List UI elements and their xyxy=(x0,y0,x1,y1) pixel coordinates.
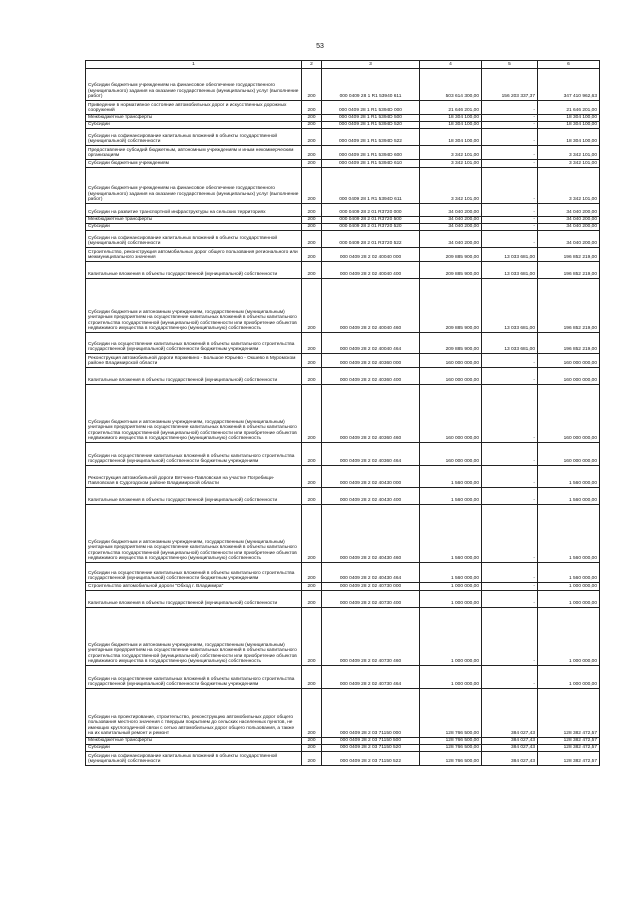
row-remaining-cell: 196 852 219,00 xyxy=(538,262,600,279)
row-executed-cell: - xyxy=(482,101,538,115)
row-code-cell: 200 xyxy=(302,204,322,217)
row-remaining-cell: 128 382 472,57 xyxy=(538,745,600,752)
row-code-cell: 200 xyxy=(302,231,322,248)
table-row xyxy=(86,368,600,385)
row-name-cell: Субсидии бюджетным и автономным учреждениям, государственным (муниципальным) унитарным предприятиям на осуществление капитальных вложений в объекты капитального строительства государственной (муниципальной) собственности или приобретение объектов недвижимого имущества в государственную (муниципальную) собственность xyxy=(86,505,302,563)
row-executed-cell: - xyxy=(482,217,538,224)
row-approved-cell: 160 000 000,00 xyxy=(420,443,482,466)
row-approved-cell: 128 766 500,00 xyxy=(420,745,482,752)
row-name-cell: Субсидии xyxy=(86,224,302,231)
row-name-cell: Субсидии на осуществление капитальных вложений в объекты капитального строительства государственной (муниципальной) собственности бюджетным учреждениям xyxy=(86,333,302,354)
row-executed-cell: - xyxy=(482,115,538,122)
row-classification-cell: 000 0409 28 2 02 40360 460 xyxy=(322,385,420,443)
row-approved-cell: 34 040 200,00 xyxy=(420,231,482,248)
row-classification-cell: 000 0409 28 2 02 40730 400 xyxy=(322,591,420,608)
row-code-cell: 200 xyxy=(302,738,322,745)
table-row xyxy=(86,505,600,563)
row-classification-cell: 000 0409 28 1 R1 5394D 600 xyxy=(322,146,420,160)
row-name-cell: Строительство, реконструкция автомобильных дорог общего пользования регионального или межмуниципального значения xyxy=(86,248,302,262)
row-name-cell: Субсидии бюджетным учреждениям на финансовое обеспечение государственного (муниципального) задания на оказание государственных (муниципальных) услуг (выполнение работ) xyxy=(86,168,302,204)
row-approved-cell: 209 885 900,00 xyxy=(420,333,482,354)
row-name-cell: Реконструкция автомобильной дороги Вятчино-Павловская на участке Погребищи-Павловская в Судогодском районе Владимирской области xyxy=(86,466,302,488)
row-executed-cell: 156 203 337,37 xyxy=(482,69,538,101)
row-approved-cell: 128 766 500,00 xyxy=(420,752,482,766)
row-remaining-cell: 34 040 200,00 xyxy=(538,224,600,231)
table-row xyxy=(86,385,600,443)
row-approved-cell: 1 000 000,00 xyxy=(420,583,482,591)
column-header-6: 6 xyxy=(538,61,600,69)
row-code-cell: 200 xyxy=(302,101,322,115)
row-name-cell: Субсидии xyxy=(86,745,302,752)
row-executed-cell: 13 033 681,00 xyxy=(482,279,538,333)
row-name-cell: Капитальные вложения в объекты государственной (муниципальной) собственности xyxy=(86,488,302,505)
row-remaining-cell: 18 304 100,00 xyxy=(538,122,600,129)
table-row xyxy=(86,563,600,583)
row-name-cell: Субсидии бюджетным и автономным учреждениям, государственным (муниципальным) унитарным предприятиям на осуществление капитальных вложений в объекты капитального строительства государственной (муниципальной) собственности или приобретение объектов недвижимого имущества в государственную (муниципальную) собственность xyxy=(86,279,302,333)
table-body xyxy=(86,69,600,766)
row-approved-cell: 1 000 000,00 xyxy=(420,608,482,666)
budget-table xyxy=(85,60,600,766)
table-row xyxy=(86,354,600,368)
row-code-cell: 200 xyxy=(302,591,322,608)
row-classification-cell: 000 0409 28 2 02 40430 400 xyxy=(322,488,420,505)
row-name-cell: Субсидии на софинансирование капитальных вложений в объекты государственной (муниципальной) собственности xyxy=(86,129,302,146)
row-remaining-cell: 128 382 472,57 xyxy=(538,689,600,738)
table-row xyxy=(86,689,600,738)
row-approved-cell: 34 040 200,00 xyxy=(420,224,482,231)
row-remaining-cell: 1 560 000,00 xyxy=(538,488,600,505)
row-approved-cell: 128 766 500,00 xyxy=(420,738,482,745)
row-remaining-cell: 1 000 000,00 xyxy=(538,666,600,689)
row-classification-cell: 000 0409 28 2 02 40730 460 xyxy=(322,608,420,666)
row-code-cell: 200 xyxy=(302,385,322,443)
row-approved-cell: 3 342 101,00 xyxy=(420,168,482,204)
row-code-cell: 200 xyxy=(302,122,322,129)
row-code-cell: 200 xyxy=(302,224,322,231)
row-approved-cell: 1 560 000,00 xyxy=(420,488,482,505)
table-header-row xyxy=(86,61,600,69)
row-name-cell: Строительство автомобильной дороги "Обход г. Владимира" xyxy=(86,583,302,591)
row-name-cell: Капитальные вложения в объекты государственной (муниципальной) собственности xyxy=(86,262,302,279)
row-executed-cell: - xyxy=(482,122,538,129)
row-executed-cell: 13 033 681,00 xyxy=(482,262,538,279)
row-remaining-cell: 1 000 000,00 xyxy=(538,608,600,666)
row-executed-cell: - xyxy=(482,385,538,443)
row-remaining-cell: 21 646 201,00 xyxy=(538,101,600,115)
table-row xyxy=(86,608,600,666)
row-remaining-cell: 196 852 219,00 xyxy=(538,279,600,333)
row-classification-cell: 000 0409 28 2 01 R3720 000 xyxy=(322,204,420,217)
table-row xyxy=(86,168,600,204)
row-executed-cell: - xyxy=(482,231,538,248)
page-number: 53 xyxy=(316,43,324,50)
row-approved-cell: 3 342 101,00 xyxy=(420,146,482,160)
row-name-cell: Капитальные вложения в объекты государственной (муниципальной) собственности xyxy=(86,591,302,608)
row-classification-cell: 000 0409 28 1 R1 53940 611 xyxy=(322,69,420,101)
row-approved-cell: 18 304 100,00 xyxy=(420,115,482,122)
row-executed-cell: - xyxy=(482,488,538,505)
row-remaining-cell: 18 304 100,00 xyxy=(538,129,600,146)
row-code-cell: 200 xyxy=(302,354,322,368)
table-row xyxy=(86,204,600,217)
table-row xyxy=(86,279,600,333)
table-row xyxy=(86,231,600,248)
row-name-cell: Субсидии на софинансирование капитальных вложений в объекты государственной (муниципальной) собственности xyxy=(86,752,302,766)
row-remaining-cell: 128 382 472,57 xyxy=(538,752,600,766)
row-name-cell: Субсидии бюджетным учреждениям на финансовое обеспечение государственного (муниципального) задания на оказание государственных (муниципальных) услуг (выполнение работ) xyxy=(86,69,302,101)
row-remaining-cell: 1 560 000,00 xyxy=(538,466,600,488)
row-code-cell: 200 xyxy=(302,689,322,738)
row-approved-cell: 21 646 201,00 xyxy=(420,101,482,115)
row-code-cell: 200 xyxy=(302,217,322,224)
row-code-cell: 200 xyxy=(302,368,322,385)
column-header-1: 1 xyxy=(86,61,302,69)
row-remaining-cell: 18 304 100,00 xyxy=(538,115,600,122)
row-approved-cell: 1 000 000,00 xyxy=(420,591,482,608)
row-name-cell: Субсидии на развитие транспортной инфраструктуры на сельских территориях xyxy=(86,204,302,217)
row-remaining-cell: 1 560 000,00 xyxy=(538,563,600,583)
column-header-3: 3 xyxy=(322,61,420,69)
row-executed-cell: 13 033 681,00 xyxy=(482,333,538,354)
row-approved-cell: 160 000 000,00 xyxy=(420,368,482,385)
row-name-cell: Субсидии бюджетным учреждениям xyxy=(86,160,302,168)
row-remaining-cell: 3 342 101,00 xyxy=(538,146,600,160)
row-remaining-cell: 34 040 200,00 xyxy=(538,204,600,217)
row-name-cell: Капитальные вложения в объекты государственной (муниципальной) собственности xyxy=(86,368,302,385)
row-remaining-cell: 160 000 000,00 xyxy=(538,368,600,385)
table-row xyxy=(86,160,600,168)
row-approved-cell: 160 000 000,00 xyxy=(420,354,482,368)
row-code-cell: 200 xyxy=(302,505,322,563)
row-executed-cell: - xyxy=(482,505,538,563)
row-approved-cell: 1 560 000,00 xyxy=(420,563,482,583)
row-classification-cell: 000 0409 28 2 02 40360 000 xyxy=(322,354,420,368)
row-name-cell: Субсидии бюджетным и автономным учреждениям, государственным (муниципальным) унитарным предприятиям на осуществление капитальных вложений в объекты капитального строительства государственной (муниципальной) собственности или приобретение объектов недвижимого имущества в государственную (муниципальную) собственность xyxy=(86,385,302,443)
row-classification-cell: 000 0409 28 2 02 40730 464 xyxy=(322,666,420,689)
row-remaining-cell: 347 410 962,63 xyxy=(538,69,600,101)
row-approved-cell: 209 885 900,00 xyxy=(420,248,482,262)
row-executed-cell: - xyxy=(482,563,538,583)
table-row xyxy=(86,443,600,466)
row-classification-cell: 000 0409 28 1 R1 5394D 611 xyxy=(322,168,420,204)
row-code-cell: 200 xyxy=(302,752,322,766)
row-name-cell: Предоставление субсидий бюджетным, автономным учреждениям и иным некоммерческим организациям xyxy=(86,146,302,160)
table-row xyxy=(86,224,600,231)
row-name-cell: Межбюджетные трансферты xyxy=(86,217,302,224)
row-classification-cell: 000 0409 28 1 R1 5394D 610 xyxy=(322,160,420,168)
table-row xyxy=(86,217,600,224)
row-name-cell: Приведение в нормативное состояние автомобильных дорог и искусственных дорожных сооружений xyxy=(86,101,302,115)
row-approved-cell: 1 560 000,00 xyxy=(420,466,482,488)
table-row xyxy=(86,262,600,279)
row-executed-cell: - xyxy=(482,146,538,160)
row-executed-cell: 13 033 681,00 xyxy=(482,248,538,262)
row-approved-cell: 18 304 100,00 xyxy=(420,122,482,129)
row-remaining-cell: 196 852 219,00 xyxy=(538,248,600,262)
row-name-cell: Субсидии на проектирование, строительство, реконструкцию автомобильных дорог общего пользования местного значения с твердым покрытием до сельских населенных пунктов, не имеющих круглогодичной связи с сетью автомобильных дорог общего пользования, а также на их капитальный ремонт и ремонт xyxy=(86,689,302,738)
row-approved-cell: 34 040 200,00 xyxy=(420,204,482,217)
row-classification-cell: 000 0409 28 1 R1 5394D 522 xyxy=(322,129,420,146)
row-classification-cell: 000 0409 28 2 03 71150 500 xyxy=(322,738,420,745)
table-row xyxy=(86,129,600,146)
row-executed-cell: - xyxy=(482,160,538,168)
row-code-cell: 200 xyxy=(302,129,322,146)
row-approved-cell: 209 885 900,00 xyxy=(420,279,482,333)
row-approved-cell: 3 342 101,00 xyxy=(420,160,482,168)
row-remaining-cell: 196 852 219,00 xyxy=(538,333,600,354)
row-approved-cell: 18 304 100,00 xyxy=(420,129,482,146)
row-code-cell: 200 xyxy=(302,488,322,505)
row-code-cell: 200 xyxy=(302,146,322,160)
row-name-cell: Субсидии на софинансирование капитальных вложений в объекты государственной (муниципальной) собственности xyxy=(86,231,302,248)
row-name-cell: Субсидии на осуществление капитальных вложений в объекты капитального строительства государственной (муниципальной) собственности бюджетным учреждениям xyxy=(86,443,302,466)
row-classification-cell: 000 0409 28 2 02 40040 000 xyxy=(322,248,420,262)
row-code-cell: 200 xyxy=(302,160,322,168)
row-classification-cell: 000 0409 28 2 02 40730 000 xyxy=(322,583,420,591)
row-approved-cell: 209 885 900,00 xyxy=(420,262,482,279)
row-executed-cell: 384 027,43 xyxy=(482,738,538,745)
row-executed-cell: - xyxy=(482,666,538,689)
table-row xyxy=(86,466,600,488)
row-classification-cell: 000 0409 28 2 02 40040 464 xyxy=(322,333,420,354)
row-approved-cell: 503 614 300,00 xyxy=(420,69,482,101)
column-header-4: 4 xyxy=(420,61,482,69)
row-executed-cell: - xyxy=(482,583,538,591)
column-header-2: 2 xyxy=(302,61,322,69)
row-code-cell: 200 xyxy=(302,443,322,466)
row-code-cell: 200 xyxy=(302,262,322,279)
row-approved-cell: 128 766 500,00 xyxy=(420,689,482,738)
row-remaining-cell: 34 040 200,00 xyxy=(538,231,600,248)
row-executed-cell: - xyxy=(482,129,538,146)
table-row xyxy=(86,146,600,160)
row-executed-cell: - xyxy=(482,443,538,466)
row-remaining-cell: 3 342 101,00 xyxy=(538,168,600,204)
row-classification-cell: 000 0409 28 2 01 R3720 520 xyxy=(322,224,420,231)
table-row xyxy=(86,591,600,608)
row-name-cell: Межбюджетные трансферты xyxy=(86,115,302,122)
row-remaining-cell: 160 000 000,00 xyxy=(538,443,600,466)
table-row xyxy=(86,101,600,115)
row-executed-cell: - xyxy=(482,168,538,204)
row-executed-cell: - xyxy=(482,354,538,368)
row-name-cell: Субсидии xyxy=(86,122,302,129)
table-row xyxy=(86,488,600,505)
table-row xyxy=(86,583,600,591)
row-code-cell: 200 xyxy=(302,333,322,354)
row-classification-cell: 000 0409 28 2 02 40360 464 xyxy=(322,443,420,466)
row-classification-cell: 000 0409 28 1 R1 5394D 500 xyxy=(322,115,420,122)
row-remaining-cell: 1 560 000,00 xyxy=(538,505,600,563)
row-remaining-cell: 1 000 000,00 xyxy=(538,591,600,608)
row-remaining-cell: 34 040 200,00 xyxy=(538,217,600,224)
table-row xyxy=(86,745,600,752)
table-row xyxy=(86,248,600,262)
row-remaining-cell: 3 342 101,00 xyxy=(538,160,600,168)
table-row xyxy=(86,666,600,689)
table-row xyxy=(86,122,600,129)
table-row xyxy=(86,333,600,354)
column-header-5: 5 xyxy=(482,61,538,69)
row-executed-cell: - xyxy=(482,608,538,666)
row-classification-cell: 000 0409 28 2 02 40040 400 xyxy=(322,262,420,279)
row-executed-cell: - xyxy=(482,204,538,217)
row-executed-cell: 384 027,43 xyxy=(482,745,538,752)
row-approved-cell: 1 560 000,00 xyxy=(420,505,482,563)
row-executed-cell: 384 027,43 xyxy=(482,689,538,738)
row-executed-cell: - xyxy=(482,224,538,231)
row-classification-cell: 000 0409 28 2 02 40360 400 xyxy=(322,368,420,385)
row-code-cell: 200 xyxy=(302,563,322,583)
row-code-cell: 200 xyxy=(302,168,322,204)
row-name-cell: Субсидии на осуществление капитальных вложений в объекты капитального строительства государственной (муниципальной) собственности бюджетным учреждениям xyxy=(86,666,302,689)
row-classification-cell: 000 0409 28 2 03 71150 522 xyxy=(322,752,420,766)
row-approved-cell: 34 040 200,00 xyxy=(420,217,482,224)
row-code-cell: 200 xyxy=(302,666,322,689)
row-code-cell: 200 xyxy=(302,248,322,262)
row-name-cell: Субсидии бюджетным и автономным учреждениям, государственным (муниципальным) унитарным предприятиям на осуществление капитальных вложений в объекты капитального строительства государственной (муниципальной) собственности или приобретение объектов недвижимого имущества в государственную (муниципальную) собственность xyxy=(86,608,302,666)
row-name-cell: Субсидии на осуществление капитальных вложений в объекты капитального строительства государственной (муниципальной) собственности бюджетным учреждениям xyxy=(86,563,302,583)
row-classification-cell: 000 0409 28 2 01 R3720 522 xyxy=(322,231,420,248)
row-classification-cell: 000 0409 28 2 02 40040 460 xyxy=(322,279,420,333)
row-classification-cell: 000 0409 28 2 03 71150 000 xyxy=(322,689,420,738)
row-code-cell: 200 xyxy=(302,583,322,591)
row-classification-cell: 000 0409 28 1 R1 5394D 000 xyxy=(322,101,420,115)
table-row xyxy=(86,69,600,101)
row-executed-cell: - xyxy=(482,466,538,488)
row-remaining-cell: 160 000 000,00 xyxy=(538,385,600,443)
row-code-cell: 200 xyxy=(302,69,322,101)
table-row xyxy=(86,752,600,766)
table-row xyxy=(86,115,600,122)
row-executed-cell: - xyxy=(482,368,538,385)
row-classification-cell: 000 0409 28 1 R1 5394D 520 xyxy=(322,122,420,129)
row-classification-cell: 000 0409 28 2 03 71150 520 xyxy=(322,745,420,752)
row-executed-cell: 384 027,43 xyxy=(482,752,538,766)
row-approved-cell: 160 000 000,00 xyxy=(420,385,482,443)
row-executed-cell: - xyxy=(482,591,538,608)
row-classification-cell: 000 0409 28 2 02 40430 464 xyxy=(322,563,420,583)
row-remaining-cell: 128 382 472,57 xyxy=(538,738,600,745)
row-classification-cell: 000 0409 28 2 02 40430 000 xyxy=(322,466,420,488)
row-code-cell: 200 xyxy=(302,745,322,752)
row-code-cell: 200 xyxy=(302,608,322,666)
row-approved-cell: 1 000 000,00 xyxy=(420,666,482,689)
row-name-cell: Межбюджетные трансферты xyxy=(86,738,302,745)
row-code-cell: 200 xyxy=(302,115,322,122)
row-code-cell: 200 xyxy=(302,279,322,333)
table-row xyxy=(86,738,600,745)
row-remaining-cell: 1 000 000,00 xyxy=(538,583,600,591)
row-remaining-cell: 160 000 000,00 xyxy=(538,354,600,368)
row-classification-cell: 000 0409 28 2 02 40430 460 xyxy=(322,505,420,563)
row-classification-cell: 000 0409 28 2 01 R3720 500 xyxy=(322,217,420,224)
row-code-cell: 200 xyxy=(302,466,322,488)
row-name-cell: Реконструкция автомобильной дороги Коржевино - Большое Юрьево - Окшево в Муромском районе Владимирской области xyxy=(86,354,302,368)
